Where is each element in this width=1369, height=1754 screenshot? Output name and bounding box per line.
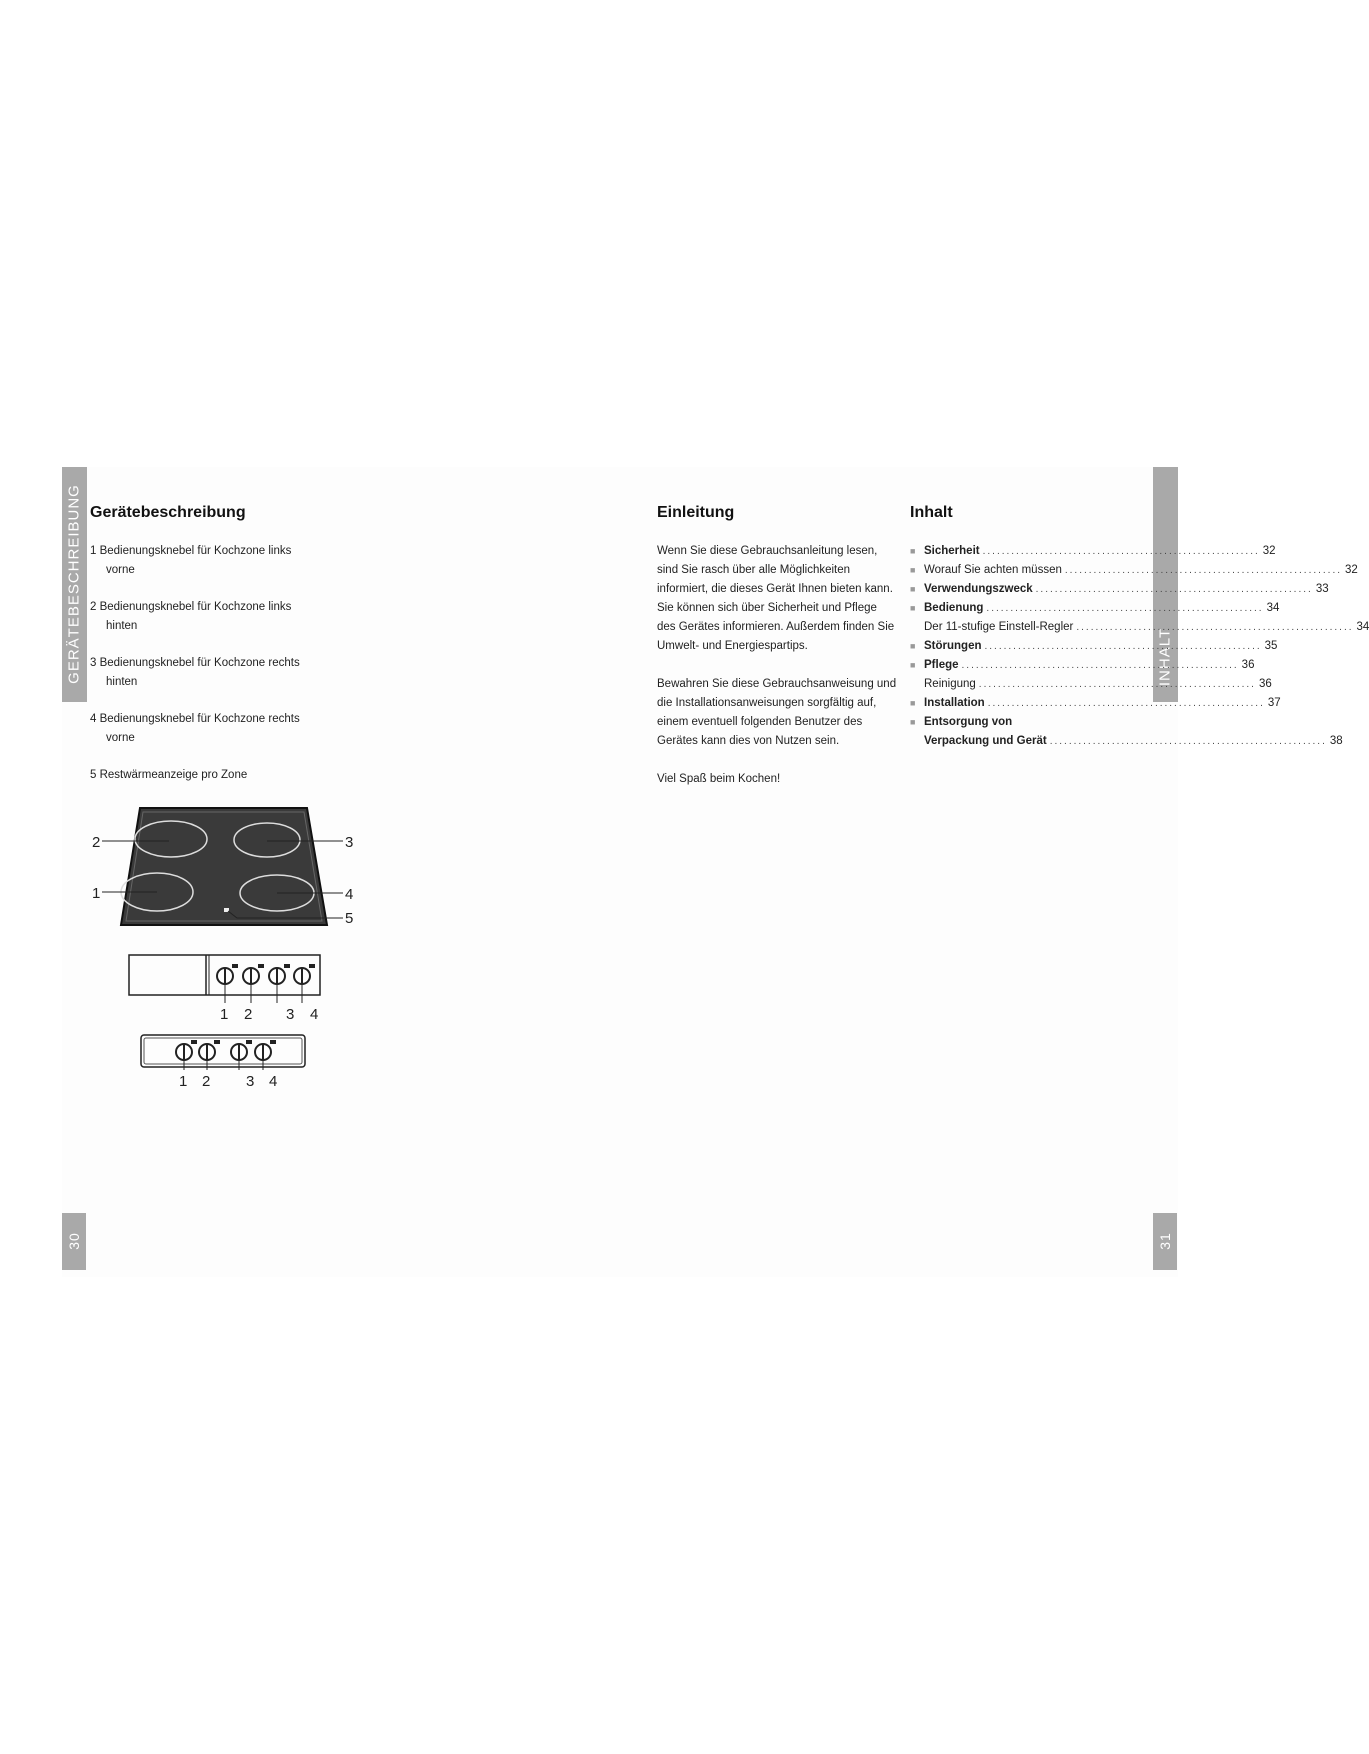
- toc-entry[interactable]: [910, 561, 1358, 580]
- panel-label: 1: [179, 1073, 188, 1090]
- toc-entry[interactable]: [910, 694, 1281, 713]
- toc-label: Pflege: [924, 659, 959, 671]
- page-number-right-label: 31: [1157, 1232, 1173, 1250]
- description-line: vorne: [106, 732, 135, 744]
- toc-page: 36: [1241, 659, 1255, 671]
- toc-label: Bedienung: [924, 602, 984, 614]
- bullet-icon: ■: [910, 546, 916, 556]
- toc-entry[interactable]: [910, 732, 1343, 751]
- description-item: [90, 766, 420, 785]
- panel-label: 1: [220, 1006, 229, 1023]
- description-line: 2 Bedienungsknebel für Kochzone links: [90, 601, 292, 613]
- toc-entry[interactable]: [910, 599, 1280, 618]
- hob-surface: [121, 808, 327, 925]
- side-tab-left-label: GERÄTEBESCHREIBUNG: [65, 484, 83, 684]
- control-knob: [294, 964, 315, 984]
- bullet-icon: ■: [910, 641, 916, 651]
- section-title-intro: Einleitung: [657, 504, 735, 521]
- toc-page: 34: [1266, 602, 1280, 614]
- toc-leader: ..........................................................: [1035, 584, 1313, 595]
- toc-page: 33: [1315, 583, 1329, 595]
- toc-entry[interactable]: [910, 580, 1329, 599]
- description-list: [90, 542, 420, 803]
- hob-diagram: [85, 805, 370, 1110]
- description-line: hinten: [106, 676, 138, 688]
- control-knob: [217, 964, 238, 984]
- toc-page: 35: [1264, 640, 1278, 652]
- bullet-icon: ■: [910, 660, 916, 670]
- description-item: [90, 654, 420, 692]
- toc-label: Reinigung: [924, 678, 976, 690]
- toc-entry[interactable]: [910, 637, 1278, 656]
- toc-label: Installation: [924, 697, 985, 709]
- bullet-icon: ■: [910, 584, 916, 594]
- toc-label: Der 11-stufige Einstell-Regler: [924, 621, 1074, 633]
- toc-entry[interactable]: [910, 618, 1369, 637]
- description-line: 1 Bedienungsknebel für Kochzone links: [90, 545, 292, 557]
- toc-leader: ..........................................................: [982, 546, 1260, 557]
- toc-entry[interactable]: [910, 713, 1145, 732]
- toc-leader: ..........................................................: [1064, 565, 1343, 576]
- toc-label: Entsorgung von: [924, 716, 1013, 728]
- panel-label: 3: [246, 1073, 255, 1090]
- toc-page: 36: [1258, 678, 1272, 690]
- toc-leader: ..........................................................: [978, 679, 1256, 690]
- toc-leader: ..........................................................: [1049, 736, 1327, 747]
- toc-leader: ..........................................................: [984, 641, 1262, 652]
- control-knob: [243, 964, 264, 984]
- hob-label: 1: [92, 885, 101, 902]
- control-knob: [255, 1040, 276, 1060]
- description-item: [90, 710, 420, 748]
- bullet-icon: ■: [910, 565, 916, 575]
- toc-label: Verpackung und Gerät: [924, 735, 1047, 747]
- page-number-left: [62, 1213, 86, 1270]
- toc-leader: ..........................................................: [987, 698, 1265, 709]
- toc-entry[interactable]: [910, 675, 1272, 694]
- intro-paragraph: Viel Spaß beim Kochen!: [657, 773, 781, 785]
- description-line: 5 Restwärmeanzeige pro Zone: [90, 769, 248, 781]
- bullet-icon: ■: [910, 603, 916, 613]
- intro-text: [657, 542, 897, 808]
- description-line: vorne: [106, 564, 135, 576]
- toc-page: 32: [1262, 545, 1276, 557]
- hob-label: 3: [345, 834, 354, 851]
- hob-label: 5: [345, 910, 354, 927]
- toc-label: Verwendungszweck: [924, 583, 1033, 595]
- section-title-toc: Inhalt: [910, 504, 953, 521]
- description-item: [90, 542, 420, 580]
- toc-page: 32: [1345, 564, 1358, 576]
- toc-page: 37: [1267, 697, 1281, 709]
- toc-leader: ..........................................................: [986, 603, 1264, 614]
- intro-paragraph: Bewahren Sie diese Gebrauchsanweisung und die Installationsanweisungen sorgfältig auf, einem eventuell folgenden Benutzer des Gerätes kann dies von Nutzen sein.: [657, 678, 897, 747]
- description-line: 4 Bedienungsknebel für Kochzone rechts: [90, 713, 300, 725]
- intro-paragraph: Wenn Sie diese Gebrauchsanleitung lesen, sind Sie rasch über alle Möglichkeiten informiert, die dieses Gerät Ihnen bieten kann. Sie können sich über Sicherheit und Pflege des Gerätes informieren. Außerdem finden Sie Umwelt- und Energiespartips.: [657, 545, 895, 652]
- toc-page: 38: [1329, 735, 1343, 747]
- panel-label: 4: [269, 1073, 278, 1090]
- description-line: 3 Bedienungsknebel für Kochzone rechts: [90, 657, 300, 669]
- hob-label: 4: [345, 886, 354, 903]
- toc-label: Störungen: [924, 640, 982, 652]
- panel-label: 3: [286, 1006, 295, 1023]
- page-number-left-label: 30: [66, 1232, 82, 1250]
- toc-label: Sicherheit: [924, 545, 980, 557]
- panel-label: 2: [202, 1073, 211, 1090]
- page-number-right: [1153, 1213, 1177, 1270]
- toc-label: Worauf Sie achten müssen: [924, 564, 1062, 576]
- control-knob: [231, 1040, 252, 1060]
- toc-page: 34: [1356, 621, 1369, 633]
- panel-label: 4: [310, 1006, 319, 1023]
- side-tab-right-label: INHALT: [1156, 627, 1174, 687]
- toc-leader: ..........................................................: [961, 660, 1239, 671]
- toc-entry[interactable]: [910, 656, 1255, 675]
- control-knob: [176, 1040, 197, 1060]
- control-knob: [269, 964, 290, 984]
- toc-entry[interactable]: [910, 542, 1276, 561]
- bullet-icon: ■: [910, 717, 916, 727]
- side-tab-left: [62, 467, 87, 702]
- control-knob: [199, 1040, 220, 1060]
- bullet-icon: ■: [910, 698, 916, 708]
- description-line: hinten: [106, 620, 138, 632]
- panel-label: 2: [244, 1006, 253, 1023]
- description-item: [90, 598, 420, 636]
- control-panel-front: [129, 955, 320, 1023]
- control-panel-top: [141, 1035, 305, 1090]
- toc-leader: ..........................................................: [1076, 622, 1354, 633]
- section-title-description: Gerätebeschreibung: [90, 504, 246, 521]
- hob-label: 2: [92, 834, 101, 851]
